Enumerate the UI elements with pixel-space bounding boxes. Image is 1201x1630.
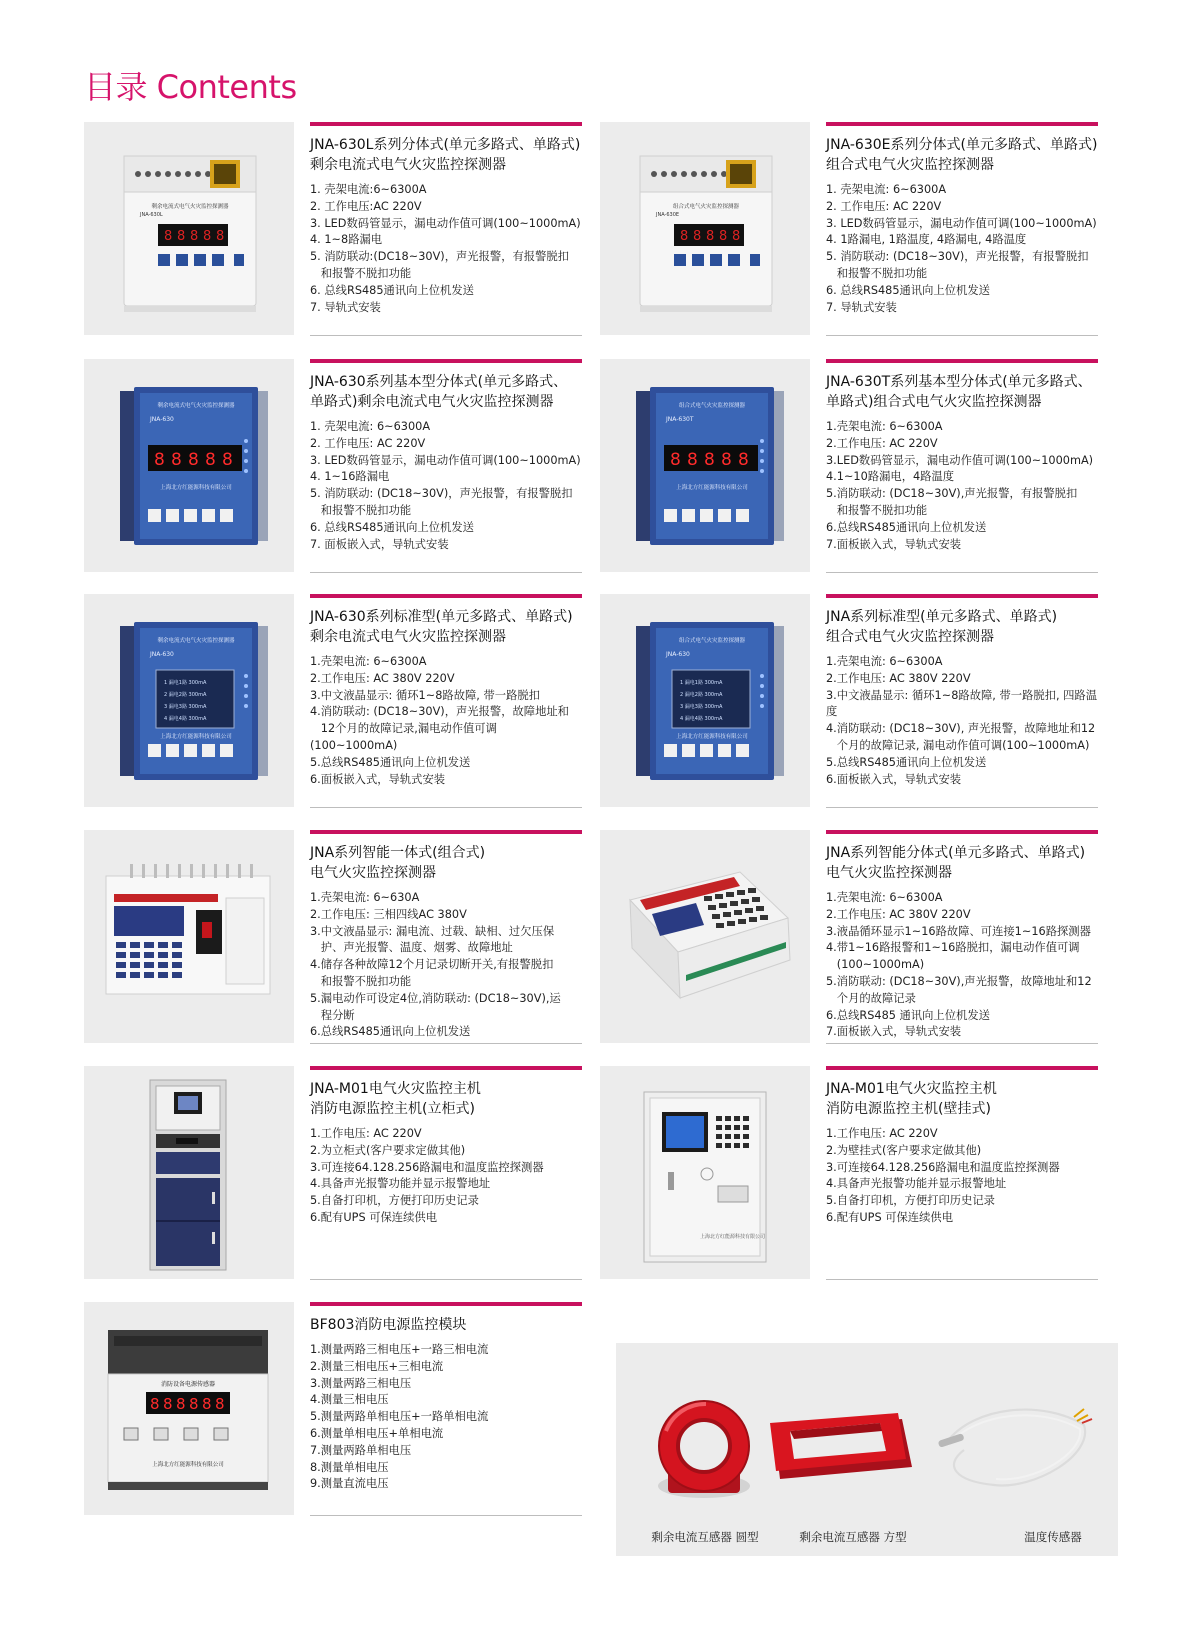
product-info [310,830,582,1044]
spec-item: 4.1~10路漏电，4路温度 [826,470,955,484]
accent-bar [826,594,1098,598]
product-image [84,1066,294,1279]
product-title [826,607,1098,647]
panel-detector-image [84,359,294,572]
svg-text:8: 8 [189,1395,199,1413]
svg-text:上海北方红能源科技有限公司: 上海北方红能源科技有限公司 [700,1234,766,1240]
spec-item: 2. 工作电压: AC 220V [826,199,942,213]
svg-text:8: 8 [177,229,186,244]
device-company: 上海北方红能源科技有限公司 [160,734,232,740]
spec-item: 4. 1~8路漏电 [310,233,383,247]
product-image [84,830,294,1043]
spec-item: 2.工作电压: AC 380V 220V [826,907,971,921]
product-card [84,359,594,572]
svg-text:8: 8 [188,450,199,470]
svg-text:2 漏电2路 300mA: 2 漏电2路 300mA [164,692,207,698]
spec-item: 5.自备打印机，方便打印历史记录 [826,1194,995,1208]
device-company: 上海北方红能源科技有限公司 [676,734,748,740]
spec-item: 6.配有UPS 可保连续供电 [826,1210,953,1224]
svg-text:1 漏电1路 300mA: 1 漏电1路 300mA [164,680,207,686]
spec-item: 1.工作电压: AC 220V [310,1127,422,1140]
device-label: 组合式电气火灾监控探测器 [678,403,746,409]
product-image [84,594,294,807]
product-title-line: JNA-M01电气火灾监控主机 [310,1081,481,1097]
product-info [310,1066,582,1280]
spec-item: 1.壳架电流: 6~6300A [826,891,943,904]
accent-bar [826,359,1098,363]
svg-text:3 漏电3路 300mA: 3 漏电3路 300mA [680,704,723,710]
spec-item: 2.为立柜式(客户要求定做其他) [310,1143,466,1157]
spec-item: 3. LED数码管显示，漏电动作值可调(100~1000mA) [310,453,581,467]
spec-item: 1.壳架电流: 6~630A [310,891,420,904]
spec-item: 5. 消防联动:(DC18~30V)，声光报警，有报警脱扣 [310,250,569,264]
spec-item: 5. 消防联动: (DC18~30V)，声光报警，有报警脱扣 [310,487,573,501]
product-image [600,359,810,572]
product-image [84,359,294,572]
product-image [600,830,810,1043]
spec-item: 3.可连接64.128.256路漏电和温度监控探测器 [826,1160,1060,1174]
accent-bar [310,359,582,363]
product-card [84,1302,594,1515]
spec-item: 3. LED数码管显示，漏电动作值可调(100~1000mA) [310,216,581,230]
spec-item: 2. 工作电压:AC 220V [310,199,422,213]
svg-text:8: 8 [171,450,182,470]
spec-item: 1.壳架电流: 6~6300A [826,655,943,668]
accent-bar [310,594,582,598]
spec-item: 1.工作电压: AC 220V [826,1127,938,1140]
device-model: JNA-630 [666,651,690,658]
spec-list [826,182,1098,316]
product-title-line: 剩余电流式电气火灾监控探测器 [310,629,506,645]
product-title-line: 消防电源监控主机(立柜式) [310,1101,475,1117]
spec-item: 1. 壳架电流:6~6300A [310,183,427,196]
spec-item: 4. 1路漏电, 1路温度, 4路漏电, 4路温度 [826,233,1027,247]
svg-text:8: 8 [205,450,216,470]
svg-text:8: 8 [687,450,698,470]
spec-item: 6.总线RS485通讯向上位机发送 [310,1025,471,1039]
spec-item: 7. 导轨式安装 [310,300,381,314]
spec-item: 3.中文液晶显示: 漏电流、过载、缺相、过欠压保 [310,924,555,938]
spec-item: 1. 壳架电流: 6~6300A [310,420,431,433]
product-title-line: JNA系列智能分体式(单元多路式、单路式) [826,845,1086,861]
spec-item: 和报警不脱扣功能 [310,266,412,280]
product-info [826,594,1098,808]
spec-item: 3.测量两路三相电压 [310,1376,412,1390]
spec-item: 7. 面板嵌入式，导轨式安装 [310,537,449,551]
spec-item: 7.面板嵌入式，导轨式安装 [826,537,962,551]
product-title [310,1079,582,1119]
svg-text:8: 8 [176,1395,186,1413]
product-card [84,830,594,1043]
product-card [600,594,1110,807]
product-title-line: JNA系列标准型(单元多路式、单路式) [826,609,1058,625]
spec-item: 6.总线RS485 通讯向上位机发送 [826,1008,990,1022]
wall-host-image [600,1066,810,1279]
device-company: 上海北方红能源科技有限公司 [152,1462,224,1468]
svg-text:8: 8 [704,450,715,470]
device-label: 消防设备电源传感器 [160,1381,216,1388]
bf803-module-image [84,1302,294,1515]
spec-item: 程分断 [310,1008,355,1022]
spec-item: 5. 消防联动: (DC18~30V)，声光报警，有报警脱扣 [826,250,1089,264]
spec-item: 6.测量单相电压+单相电流 [310,1426,444,1440]
spec-item: 3.可连接64.128.256路漏电和温度监控探测器 [310,1160,544,1174]
product-title-line: 组合式电气火灾监控探测器 [826,157,994,173]
spec-item: 3.中文液晶显示: 循环1~8路故障, 带一路脱扣, 四路温度 [826,688,1098,719]
page-title: 目录 Contents [84,68,297,106]
product-title [310,135,582,175]
spec-item: 5.总线RS485通讯向上位机发送 [826,755,987,769]
device-model: JNA-630 [150,651,174,658]
device-model: JNA-630 [150,416,174,423]
panel-detector-image [84,594,294,807]
product-title-line: 单路式)剩余电流式电气火灾监控探测器 [310,394,554,410]
spec-item: (100~1000mA) [826,958,925,972]
device-model: JNA-630T [666,416,694,423]
square-current-transformer-image [764,1409,916,1487]
product-info [310,1302,582,1516]
accent-bar [310,1302,582,1306]
product-title [826,135,1098,175]
spec-list [310,1126,582,1227]
svg-text:8: 8 [721,450,732,470]
spec-item: 4.储存各种故障12个月记录切断开关,有报警脱扣 [310,958,554,972]
spec-item: 6.总线RS485通讯向上位机发送 [826,520,987,534]
spec-item: 5.消防联动: (DC18~30V),声光报警，故障地址和12 [826,974,1092,988]
svg-text:4 漏电4路 300mA: 4 漏电4路 300mA [680,716,723,722]
product-title-line: JNA-M01电气火灾监控主机 [826,1081,997,1097]
product-card [600,359,1110,572]
svg-text:8: 8 [706,229,715,244]
spec-item: 1.壳架电流: 6~6300A [310,655,427,668]
panel-detector-image [600,594,810,807]
product-title [310,843,582,883]
svg-text:8: 8 [693,229,702,244]
svg-text:8: 8 [203,229,212,244]
product-info [826,122,1098,336]
product-card [84,122,594,335]
product-card [84,1066,594,1279]
product-info [310,359,582,573]
spec-item: 4. 1~16路漏电 [310,470,390,484]
product-card [600,830,1110,1043]
spec-list [310,890,582,1041]
spec-item: 2.工作电压: AC 220V [826,436,938,450]
accent-bar [826,122,1098,126]
spec-item: 5.测量两路单相电压+一路单相电流 [310,1410,489,1424]
product-image [600,122,810,335]
spec-list [826,654,1098,788]
svg-text:4 漏电4路 300mA: 4 漏电4路 300mA [164,716,207,722]
spec-item: 3.液晶循环显示1~16路故障、可连接1~16路探测器 [826,924,1091,938]
spec-item: 8.测量单相电压 [310,1460,389,1474]
cabinet-host-image [84,1066,294,1279]
spec-item: 7. 导轨式安装 [826,300,897,314]
svg-text:8: 8 [202,1395,212,1413]
spec-item: 5.消防联动: (DC18~30V),声光报警，有报警脱扣 [826,487,1078,501]
spec-item: 5.自备打印机，方便打印历史记录 [310,1194,479,1208]
spec-list [826,890,1098,1041]
svg-text:8: 8 [215,1395,225,1413]
spec-item: 和报警不脱扣功能 [310,974,412,988]
spec-item: 个月的故障记录 [826,991,916,1005]
svg-text:3 漏电3路 300mA: 3 漏电3路 300mA [164,704,207,710]
spec-item: 2.为壁挂式(客户要求定做其他) [826,1143,982,1157]
spec-item: 3.LED数码管显示，漏电动作值可调(100~1000mA) [826,453,1094,467]
spec-item: 1. 壳架电流: 6~6300A [826,183,947,196]
sensor-label-round: 剩余电流互感器 圆型 [651,1530,759,1544]
temperature-sensor-image [934,1395,1094,1505]
spec-list [310,419,582,553]
spec-item: 4.具备声光报警功能并显示报警地址 [310,1177,491,1191]
spec-list [826,419,1098,553]
smart-split-detector-image [600,830,810,1043]
spec-item: 和报警不脱扣功能 [310,503,412,517]
device-label: 组合式电气火灾监控探测器 [672,204,740,210]
spec-item: 2.工作电压: AC 380V 220V [826,671,971,685]
spec-item: 6. 总线RS485通讯向上位机发送 [826,283,990,297]
product-image [600,594,810,807]
svg-text:8: 8 [150,1395,160,1413]
svg-text:8: 8 [163,1395,173,1413]
svg-text:8: 8 [732,229,741,244]
product-title-line: JNA系列智能一体式(组合式) [310,845,486,861]
accent-bar [826,830,1098,834]
product-title-line: 组合式电气火灾监控探测器 [826,629,994,645]
product-card [600,122,1110,335]
spec-list [310,1342,582,1493]
spec-item: 6.面板嵌入式，导轨式安装 [310,772,446,786]
svg-text:8: 8 [670,450,681,470]
spec-list [310,182,582,316]
device-company: 上海北方红能源科技有限公司 [160,485,232,491]
svg-text:2 漏电2路 300mA: 2 漏电2路 300mA [680,692,723,698]
accent-bar [826,1066,1098,1070]
din-rail-detector-image [84,122,294,335]
svg-text:8: 8 [154,450,165,470]
spec-item: 5.漏电动作可设定4位,消防联动: (DC18~30V),运 [310,991,561,1005]
spec-item: 7.面板嵌入式，导轨式安装 [826,1025,962,1039]
sensor-label-square: 剩余电流互感器 方型 [799,1530,907,1544]
svg-text:8: 8 [680,229,689,244]
din-rail-detector-image [600,122,810,335]
spec-item: 3. LED数码管显示，漏电动作值可调(100~1000mA) [826,216,1097,230]
spec-item: 2.工作电压: AC 380V 220V [310,671,455,685]
product-title-line: 剩余电流式电气火灾监控探测器 [310,157,506,173]
product-title [310,607,582,647]
spec-item: 和报警不脱扣功能 [826,503,928,517]
product-title-line: JNA-630E系列分体式(单元多路式、单路式) [826,137,1098,153]
product-title-line: JNA-630系列基本型分体式(单元多路式、 [310,374,568,390]
device-label: 剩余电流式电气火灾监控探测器 [157,638,235,644]
smart-integrated-detector-image [84,830,294,1043]
product-title [826,372,1098,412]
spec-item: 2. 工作电压: AC 220V [310,436,426,450]
product-title [826,1079,1098,1119]
accent-bar [310,1066,582,1070]
product-title-line: 电气火灾监控探测器 [826,865,952,881]
spec-item: 和报警不脱扣功能 [826,266,928,280]
spec-item: 9.测量直流电压 [310,1477,389,1491]
device-label: 剩余电流式电气火灾监控探测器 [157,403,235,409]
product-info [826,1066,1098,1280]
product-info [826,830,1098,1044]
spec-item: 6. 总线RS485通讯向上位机发送 [310,520,474,534]
svg-text:8: 8 [738,450,749,470]
spec-list [826,1126,1098,1227]
product-image [84,122,294,335]
accent-bar [310,830,582,834]
spec-item: 7.测量两路单相电压 [310,1443,412,1457]
product-image [600,1066,810,1279]
spec-item: 1.测量两路三相电压+一路三相电流 [310,1343,489,1356]
device-company: 上海北方红能源科技有限公司 [676,485,748,491]
spec-item: 4.消防联动: (DC18~30V), 声光报警，故障地址和12 [826,722,1096,736]
product-title-line: BF803消防电源监控模块 [310,1317,467,1333]
product-title-line: 电气火灾监控探测器 [310,865,436,881]
spec-item: 6.配有UPS 可保连续供电 [310,1210,437,1224]
spec-item: 4.带1~16路报警和1~16路脱扣，漏电动作值可调 [826,941,1080,955]
product-title-line: JNA-630L系列分体式(单元多路式、单路式) [310,137,581,153]
spec-item: 12个月的故障记录,漏电动作值可调(100~1000mA) [310,722,497,752]
panel-detector-image [600,359,810,572]
accent-bar [310,122,582,126]
svg-text:1 漏电1路 300mA: 1 漏电1路 300mA [680,680,723,686]
svg-text:8: 8 [216,229,225,244]
product-card [600,1066,1110,1279]
spec-item: 3.中文液晶显示: 循环1~8路故障, 带一路脱扣 [310,688,540,702]
device-model: JNA-630E [656,212,680,218]
spec-item: 5.总线RS485通讯向上位机发送 [310,755,471,769]
round-current-transformer-image [646,1391,764,1509]
product-title-line: JNA-630系列标准型(单元多路式、单路式) [310,609,573,625]
device-label: 组合式电气火灾监控探测器 [678,638,746,644]
spec-item: 护、声光报警、温度、烟雾、故障地址 [310,941,513,955]
svg-text:8: 8 [719,229,728,244]
product-image [84,1302,294,1515]
product-title [310,1315,582,1335]
spec-item: 个月的故障记录, 漏电动作值可调(100~1000mA) [826,738,1090,752]
svg-text:8: 8 [164,229,173,244]
spec-item: 2.工作电压: 三相四线AC 380V [310,907,467,921]
product-info [310,122,582,336]
svg-text:8: 8 [222,450,233,470]
product-title-line: 消防电源监控主机(壁挂式) [826,1101,991,1117]
device-label: 剩余电流式电气火灾监控探测器 [151,204,229,210]
product-info [826,359,1098,573]
spec-item: 4.消防联动: (DC18~30V)，声光报警，故障地址和 [310,705,569,719]
spec-list [310,654,582,788]
device-model: JNA-630L [140,212,163,218]
svg-text:8: 8 [190,229,199,244]
spec-item: 1.壳架电流: 6~6300A [826,420,943,433]
spec-item: 4.测量三相电压 [310,1393,389,1407]
spec-item: 2.测量三相电压+三相电流 [310,1359,444,1373]
product-title-line: JNA-630T系列基本型分体式(单元多路式、 [826,374,1092,390]
product-title-line: 单路式)组合式电气火灾监控探测器 [826,394,1042,410]
product-info [310,594,582,808]
spec-item: 4.具备声光报警功能并显示报警地址 [826,1177,1007,1191]
sensor-label-temperature: 温度传感器 [1024,1530,1082,1544]
product-card [84,594,594,807]
spec-item: 6.面板嵌入式，导轨式安装 [826,772,962,786]
product-title [826,843,1098,883]
sensor-panel [616,1343,1118,1556]
product-title [310,372,582,412]
spec-item: 6. 总线RS485通讯向上位机发送 [310,283,474,297]
